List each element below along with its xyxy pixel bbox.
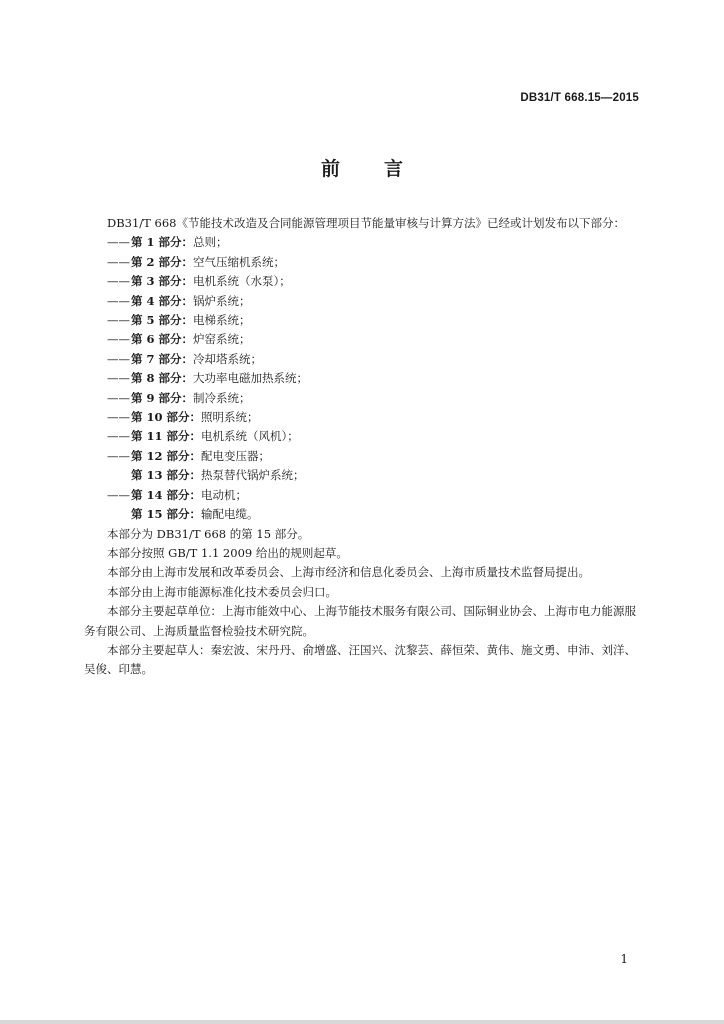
part-label: 第 13 部分： [131,468,202,483]
part-label: 第 1 部分： [131,235,194,250]
dash-mark: —— [107,313,130,328]
drafters: 本部分主要起草人：秦宏波、宋丹丹、俞增盛、汪国兴、沈黎芸、薛恒荣、黄伟、施文勇、申沛、刘洋、吴俊、印慧。 [84,642,636,677]
part-name: 总则； [193,235,228,250]
dash-mark: —— [107,293,130,308]
part-label: 第 10 部分： [131,410,202,425]
dash-mark: —— [107,410,130,425]
foreword-body [84,214,642,680]
part-name: 大功率电磁加热系统； [193,371,309,386]
list-item [84,466,642,485]
part-label: 第 9 部分： [131,390,194,405]
dash-mark: —— [107,390,130,405]
dash-mark: —— [107,487,130,502]
centralized-statement: 本部分由上海市能源标准化技术委员会归口。 [107,584,337,599]
part-name: 热泵替代锅炉系统； [201,468,305,483]
part-name: 电机系统（风机）； [201,429,299,444]
dash-mark: —— [107,429,130,444]
parts-list [84,233,642,524]
document-code: DB31/T 668.15—2015 [520,92,639,104]
part-name: 配电变压器； [201,448,271,463]
part-label: 第 2 部分： [131,254,194,269]
page-title: 前言 [320,158,447,180]
part-name: 电动机； [201,487,248,502]
part-label: 第 7 部分： [131,351,194,366]
list-item [84,292,642,311]
part-statement: 本部分为 DB31/T 668 的第 15 部分。 [107,526,310,541]
part-label: 第 12 部分： [131,448,202,463]
list-item [84,447,642,466]
dash-mark: —— [107,371,130,386]
part-label: 第 5 部分： [131,313,194,328]
dash-mark: —— [107,448,130,463]
part-label: 第 3 部分： [131,274,194,289]
dash-mark: —— [107,351,130,366]
part-name: 电机系统（水泵）； [193,274,291,289]
list-item [84,486,642,505]
part-label: 第 4 部分： [131,293,194,308]
list-item [84,350,642,369]
list-item [84,505,642,524]
part-label: 第 6 部分： [131,332,194,347]
list-item [84,408,642,427]
list-item [84,369,642,388]
list-item [84,253,642,272]
list-item [84,272,642,291]
part-name: 炉窑系统； [193,332,251,347]
dash-mark: —— [107,254,130,269]
dash-mark: —— [107,235,130,250]
part-name: 冷却塔系统； [193,351,263,366]
part-name: 空气压缩机系统； [193,254,286,269]
list-item [84,233,642,252]
drafting-units: 本部分主要起草单位：上海市能效中心、上海节能技术服务有限公司、国际铜业协会、上海市电力能源服务有限公司、上海质量监督检验技术研究院。 [84,604,636,638]
page-number: 1 [620,952,628,966]
list-item [84,389,642,408]
bottom-divider [0,1020,724,1024]
part-label: 第 11 部分： [131,429,202,444]
list-item [84,427,642,446]
list-item [84,330,642,349]
intro-paragraph: DB31/T 668《节能技术改造及合同能源管理项目节能量审核与计算方法》已经或计划发布以下部分： [107,216,625,230]
proposer-statement: 本部分由上海市发展和改革委员会、上海市经济和信息化委员会、上海市质量技术监督局提出。 [107,565,590,580]
list-item [84,311,642,330]
drafting-rules-statement: 本部分按照 GB/T 1.1 2009 给出的规则起草。 [107,545,348,560]
part-label: 第 15 部分： [131,507,202,522]
part-name: 制冷系统； [193,390,251,405]
part-name: 照明系统； [201,410,259,425]
dash-mark: —— [107,332,130,347]
part-label: 第 14 部分： [131,487,202,502]
part-label: 第 8 部分： [131,371,194,386]
part-name: 锅炉系统； [193,293,251,308]
dash-mark: —— [107,274,130,289]
part-name: 电梯系统； [193,313,251,328]
part-name: 输配电缆。 [201,507,259,522]
